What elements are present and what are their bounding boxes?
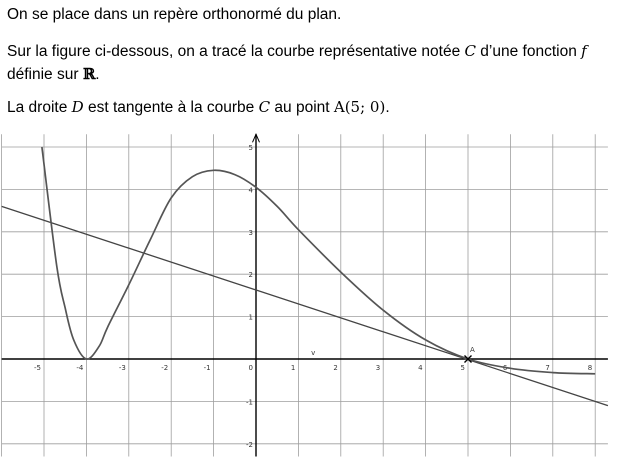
x-tick-label: 5 — [460, 364, 465, 372]
curve-symbol-2: 𝐶 — [258, 98, 271, 116]
grid — [2, 134, 608, 456]
tangent-text-c: au point — [270, 99, 334, 116]
x-tick-label: -4 — [76, 364, 84, 372]
intro-text: On se place dans un repère orthonormé du plan. — [7, 6, 342, 23]
x-tick-label: -3 — [118, 364, 126, 372]
domain-text-a: définie sur — [7, 66, 83, 83]
x-tick-label: 3 — [375, 364, 381, 372]
x-tick-label: 0 — [248, 364, 253, 372]
x-tick-label: 7 — [545, 364, 550, 372]
function-graph — [0, 128, 614, 460]
function-symbol: f — [581, 42, 587, 60]
x-tick-label: -1 — [203, 364, 211, 372]
y-tick-label: -2 — [246, 440, 253, 449]
reals-symbol: ℝ — [82, 65, 96, 83]
y-tick-label: 4 — [248, 186, 253, 195]
tangent-text-d: . — [385, 99, 390, 116]
y-tick-label: 5 — [248, 144, 253, 152]
tangent-statement — [7, 96, 390, 119]
desc-text-a: Sur la figure ci-dessous, on a tracé la courbe représentative notée — [7, 43, 465, 60]
figure-description — [7, 40, 587, 86]
tangent-text-b: est tangente à la courbe — [83, 99, 259, 116]
x-tick-label: -5 — [34, 364, 41, 372]
tangent-text-a: La droite — [7, 99, 72, 116]
y-tick-label: 2 — [248, 271, 253, 280]
x-tick-label: 2 — [333, 364, 338, 372]
point-a-label: A — [470, 346, 475, 354]
intro-line — [7, 4, 341, 26]
plot-area — [2, 147, 608, 406]
curve-symbol: 𝐶 — [464, 42, 476, 60]
curve-c — [42, 147, 595, 374]
domain-text-b: . — [95, 66, 100, 83]
x-tick-label: -2 — [161, 364, 169, 372]
x-tick-label: 8 — [587, 364, 593, 372]
y-tick-label: 3 — [248, 228, 253, 237]
axis-marker: v — [311, 349, 316, 357]
point-notation: A(5; 0) — [333, 98, 386, 116]
y-tick-label: -1 — [246, 398, 253, 407]
x-tick-label: 6 — [502, 364, 508, 372]
desc-text-b: d’une fonction — [476, 43, 582, 60]
x-tick-label: 4 — [418, 364, 423, 372]
line-symbol: D — [71, 98, 84, 116]
y-tick-label: 1 — [248, 313, 253, 322]
x-tick-label: 1 — [290, 364, 296, 372]
axes — [2, 134, 608, 456]
